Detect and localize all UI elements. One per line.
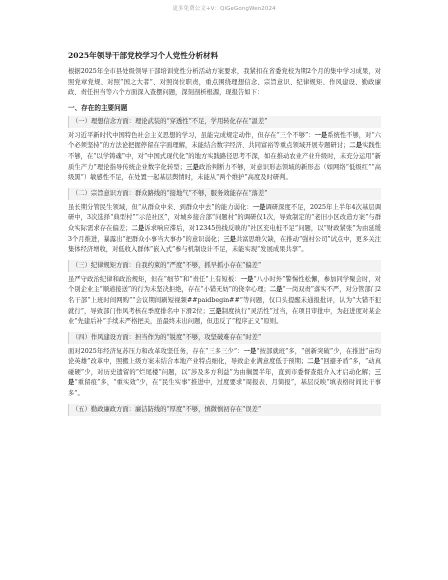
intro-paragraph: 根据2025年全市县处级领导干部培训党性分析活动方案要求，我紧扣在省委党校为期2个月的集中学习成果，对照党章党规、对照“国之大者”、对照岗位职责，重点围绕理想信念、宗旨意识、纪律规矩、作风建设、勤政廉政、责任担当等六个方面深入查摆问题，深刻剖析根源，现报告如下： [68, 68, 381, 97]
enumerator-label: 三是 [68, 368, 381, 387]
enumerator-label: 二是 [269, 286, 283, 294]
enumerator-label: 一是 [240, 275, 254, 283]
text-run: 共富思维欠缺，在推动“强村公司”试点中，更多关注集体经济增收，对低收入群体“嵌入式”参与机制设计不足，未能实现“发展成果共享”。 [68, 235, 381, 254]
document-title: 2025年领导干部党校学习个人党性分析材料 [68, 51, 219, 60]
text-run: 虽长期分管民生领域，但“从群众中来、到群众中去”的能力弱化： [68, 203, 253, 211]
enumerator-label: 一是 [314, 131, 328, 139]
enumerator-label: 三是 [208, 307, 222, 315]
paragraph-purpose [68, 203, 381, 256]
enumerator-label: 一是 [252, 203, 266, 211]
enumerator-label: 二是 [131, 224, 145, 232]
text-run: 实践性不够，在“以学铸魂”中，对“中国式现代化”的地方实践路径思考不深，如在推动农业产业升级时，未充分运用“新质生产力”理论指导传统企业数字化转型； [68, 142, 382, 171]
subheading-discipline: （三）纪律规矩方面：自我约束的“严度”不够，抓早抓小存在“偏差” [68, 260, 381, 272]
subheading-ideals: （一）理想信念方面：理论武装的“穿透性”不足，学用转化存在“温差” [68, 116, 381, 128]
text-run: 制度执行“灵活性”过当，在项目审批中，为赶进度对某企业“先建后补”手续未严格把关，虽最终未出问题，但违反了“程序正义”原则。 [68, 307, 381, 326]
subheading-integrity: （五）勤政廉政方面：廉洁防线的“厚度”不够，慎微慎初存在“误差” [68, 404, 381, 416]
enumerator-label: 二是 [307, 358, 321, 366]
enumerator-label: 三是 [223, 235, 236, 243]
text-run: 虽严守政治纪律和政治规矩，但在“细节”和“责任”上有短板： [68, 275, 241, 283]
text-run: 对习近平新时代中国特色社会主义思想的学习，虽能完成规定动作，但存在“三个不够”： [68, 131, 315, 139]
subheading-purpose: （二）宗旨意识方面：群众路线的“接地气”不够，服务效能存在“落差” [68, 188, 381, 200]
paragraph-style [68, 347, 381, 400]
paragraph-discipline [68, 275, 381, 328]
paragraph-ideals [68, 131, 381, 184]
enumerator-label: 二是 [349, 142, 363, 150]
document-body [68, 50, 381, 419]
header-note: 更多免费公文+V：QiGeGongWen2024 [172, 6, 276, 12]
text-run: “重留痕”多，“重实效”少，在“民生实事”推进中，过度要求“周报表、月简报”，基层反映“填表格时间比干事多”。 [68, 379, 381, 398]
text-run: 面对2025年经济复苏压力和改革攻坚任务，存在“三多三少”： [68, 347, 244, 355]
subheading-style: （四）作风建设方面：担当作为的“锐度”不够，攻坚破难存在“时差” [68, 332, 381, 344]
section-heading-problems: 一、存在的主要问题 [68, 103, 128, 112]
text-run: 政治判断力不够，对意识形态领域的新形态（如网络“低级红”“高级黑”）敏感性不足，在处置一起基层舆情时，未能从“两个维护”高度及时研判。 [68, 163, 381, 182]
text-run: 调研深度不足，2025年上半年4次基层调研中，3次选择“典型村”“示范社区”，对城乡接合部“问题村”的调研仅1次，导致制定的“老旧小区改造方案”与群众实际需求存在偏差； [68, 203, 381, 232]
text-run: “八小时外”警惕性松懈，参加同学聚会时，对个别企业主“顺道接送”的行为未坚决拒绝，存在“小错无妨”的侥幸心理； [68, 275, 381, 294]
enumerator-label: 三是 [186, 163, 199, 171]
text-run: “按部就班”多，“创新突破”少，在推进“亩均论英雄”改革中，照搬上级方案未结合本地产业特点细化，导致企业满意度低于预期； [68, 347, 382, 366]
text-run: “一岗双责”落实不严，对分管部门2名干部“上班时间网购”“会议期间刷短视频##paidbegin##”等问题，仅口头提醒未通报批评，认为“大错不犯就行”，导致部门作风考核在季度排名中下滑2位； [68, 286, 381, 315]
text-run: 系统性不够，对“六个必须坚持”的方法论把握停留在字面理解，未能结合数字经济、共同富裕等重点领域开展专题研讨； [68, 131, 381, 150]
text-run: 诉求响应滞后，对12345热线反映的“社区充电桩不足”问题，以“财政紧张”为由延缓3个月推进，暴露出“把群众小事当大事办”的意识弱化； [68, 224, 382, 243]
text-run: “回避矛盾”多，“动真碰硬”少，对历史遗留的“烂尾楼”问题，以“涉及多方利益”为由搁置半年，直到市委督查组介入才启动化解； [68, 358, 381, 376]
enumerator-label: 一是 [243, 347, 257, 355]
